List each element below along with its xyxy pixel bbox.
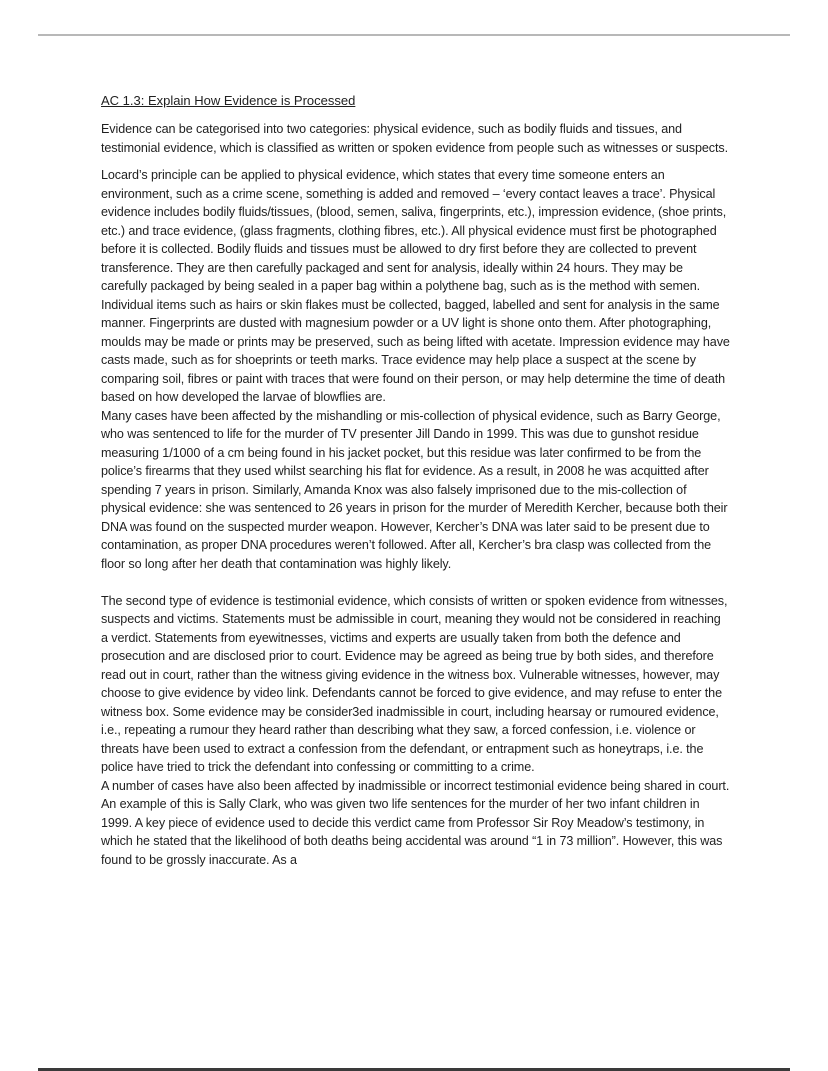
paragraph-intro: Evidence can be categorised into two categories: physical evidence, such as bodily fluids and tissues, and testimonial evidence, which is classified as written or spoken evidence from people such as witnesses or suspects. xyxy=(101,122,728,155)
paragraph-testimonial-cases: A number of cases have also been affected by inadmissible or incorrect testimonial evidence being shared in court. An example of this is Sally Clark, who was given two life sentences for the murder of her two infant children in 1999. A key piece of evidence used to decide this verdict came from Professor Sir Roy Meadow’s testimony, in which he stated that the likelihood of both deaths being accidental was around “1 in 73 million”. However, this was found to be grossly inaccurate. As a xyxy=(101,778,730,867)
paragraph-physical-cases: Many cases have been affected by the mishandling or mis-collection of physical evidence, such as Barry George, who was sentenced to life for the murder of TV presenter Jill Dando in 1999. This was due to gunshot residue measuring 1/1000 of a cm being found in his jacket pocket, but this residue was later confirmed to be from the police’s firearms that they used whilst searching his flat for evidence. As a result, in 2008 he was acquitted after spending 7 years in prison. Similarly, Amanda Knox was also falsely imprisoned due to the mis-collection of physical evidence: she was sentenced to 26 years in prison for the murder of Meredith Kercher, because both their DNA was found on the suspected murder weapon. However, Kercher’s DNA was later said to be present due to contamination, as proper DNA procedures weren’t followed. After all, Kercher’s bra clasp was collected from the floor so long after her death that contamination was highly likely. xyxy=(101,408,728,571)
paragraph-physical-evidence: Locard’s principle can be applied to physical evidence, which states that every time someone enters an environment, such as a crime scene, something is added and removed – ‘every contact leaves a trace’. Physical evidence includes bodily fluids/tissues, (blood, semen, saliva, fingerprints, etc.), impression evidence, (shoe prints, etc.) and trace evidence, (glass fragments, clothing fibres, etc.). All physical evidence must first be photographed before it is collected. Bodily fluids and tissues must be allowed to dry first before they are collected to prevent transference. They are then carefully packaged and sent for analysis, ideally within 24 hours. They may be carefully packaged by being sealed in a paper bag within a polythene bag, such as is the method with semen. Individual items such as hairs or skin flakes must be collected, bagged, labelled and sent for analysis in the same manner. Fingerprints are dusted with magnesium powder or a UV light is shone onto them. After photographing, moulds may be made or prints may be preserved, such as being lifted with acetate. Impression evidence may have casts made, such as for shoeprints or teeth marks. Trace evidence may help place a suspect at the scene by comparing soil, fibres or paint with traces that were found on their person, or may help determine the time of death based on how developed the larvae of blowflies are. xyxy=(101,168,730,404)
page-top-divider xyxy=(38,34,790,36)
document-page xyxy=(101,92,731,869)
page-title: AC 1.3: Explain How Evidence is Processed xyxy=(101,93,356,108)
paragraph-testimonial-evidence: The second type of evidence is testimonial evidence, which consists of written or spoken evidence from witnesses, suspects and victims. Statements must be admissible in court, meaning they would not be considered in reaching a verdict. Statements from eyewitnesses, victims and experts are usually taken from both the defence and prosecution and are disclosed prior to court. Evidence may be agreed as being true by both sides, and therefore read out in court, rather than the witness giving evidence in the witness box. Vulnerable witnesses, however, may choose to give evidence by video link. Defendants cannot be forced to give evidence, and may refuse to enter the witness box. Some evidence may be consider3ed inadmissible in court, including hearsay or rumoured evidence, i.e., repeating a rumour they heard rather than describing what they saw, a forced confession, i.e. violence or threats have been used to extract a confession from the defendant, or entrapment such as honeytraps, i.e. the police have tried to trick the defendant into confessing or committing to a crime. xyxy=(101,593,728,774)
